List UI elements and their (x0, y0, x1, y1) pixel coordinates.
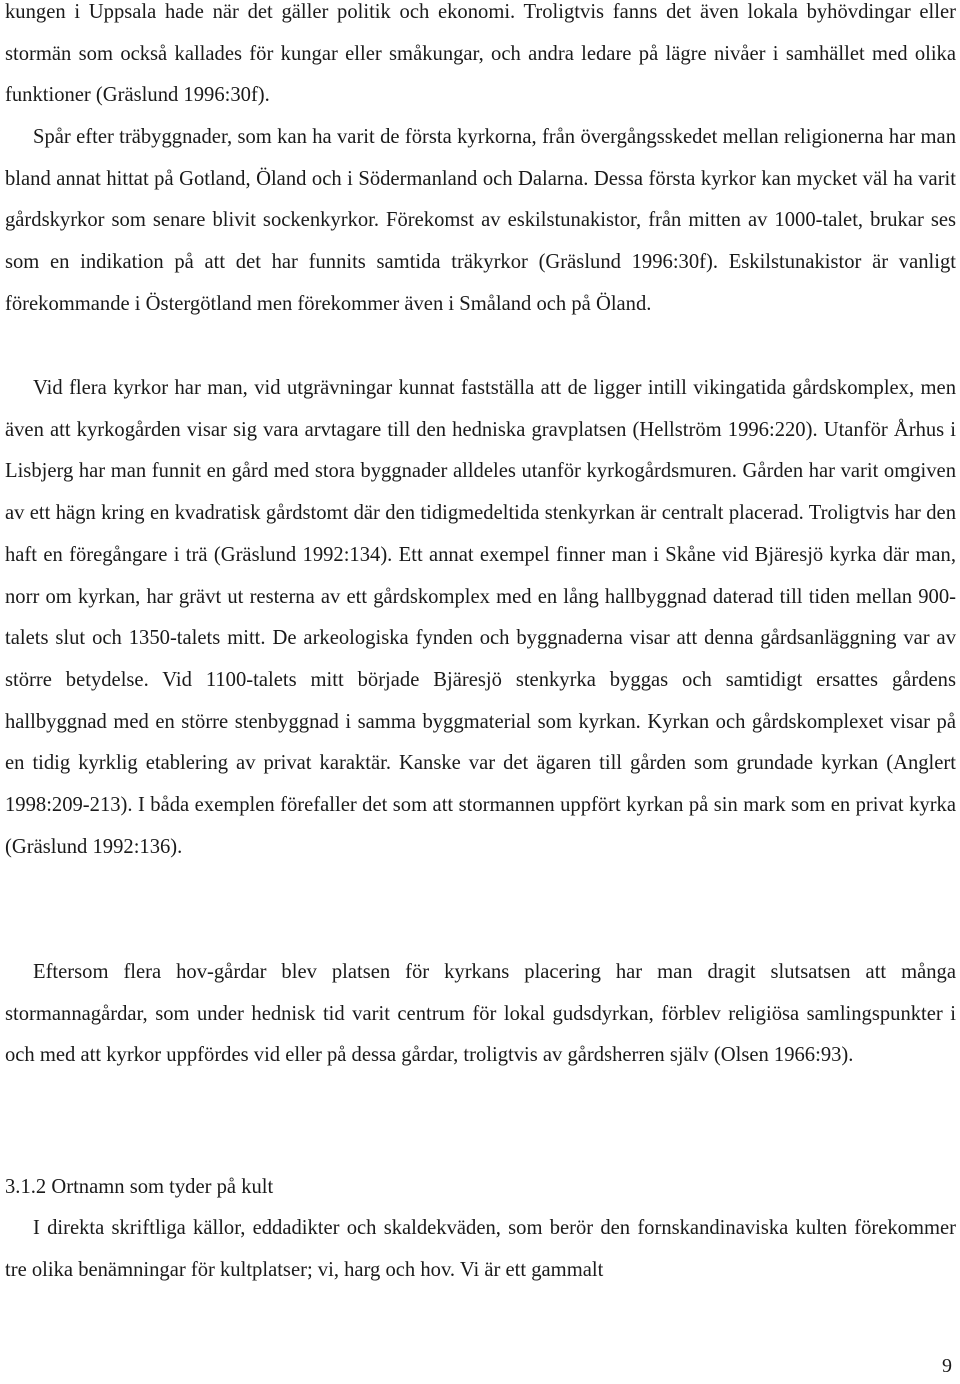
paragraph-text: Spår efter träbyggnader, som kan ha varit de första kyrkorna, från övergångsskedet mellan religionerna har man bland annat hittat på Gotland, Öland och i Södermanland och Dalarna. Dessa första kyrkor kan mycket väl ha varit gårdskyrkor som senare blivit sockenkyrkor. Förekomst av eskilstunakistor, från mitten av 1000-talet, brukar ses som en indikation på att det har funnits samtida träkyrkor (Gräslund 1996:30f). Eskilstunakistor är vanligt förekommande i Östergötland men förekommer även i Småland och på Öland. (5, 126, 956, 315)
paragraph-4 (5, 952, 956, 1077)
paragraph-2 (5, 117, 956, 326)
page-number: 9 (942, 1355, 952, 1377)
section-heading: 3.1.2 Ortnamn som tyder på kult (5, 1176, 274, 1198)
paragraph-text: kungen i Uppsala hade när det gäller politik och ekonomi. Troligtvis fanns det även lokala byhövdingar eller stormän som också kallades för kungar eller småkungar, och andra ledare på lägre nivåer i samhället med olika funktioner (Gräslund 1996:30f). (5, 1, 956, 107)
paragraph-5 (5, 1208, 956, 1291)
paragraph-text: Vid flera kyrkor har man, vid utgrävningar kunnat fastställa att de ligger intill vikingatida gårdskomplex, men även att kyrkogården visar sig vara arvtagare till den hedniska gravplatsen (Hellström 1996:220). Utanför Århus i Lisbjerg har man funnit en gård med stora byggnader alldeles utanför kyrkogårdsmuren. Gården har varit omgiven av ett hägn kring en kvadratisk gårdstomt där den tidigmedeltida stenkyrkan är centralt placerad. Troligtvis har den haft en föregångare i trä (Gräslund 1992:134). Ett annat exempel finner man i Skåne vid Bjäresjö kyrka där man, norr om kyrkan, har grävt ut resterna av ett gårdskomplex med en lång hallbyggnad daterad till tiden mellan 900-talets slut och 1350-talets mitt. De arkeologiska fynden och byggnaderna visar att denna gårdsanläggning var av större betydelse. Vid 1100-talets mitt började Bjäresjö stenkyrka byggas och samtidigt ersattes gårdens hallbyggnad med en större stenbyggnad i samma byggmaterial som kyrkan. Kyrkan och gårdskomplexet visar på en tidig kyrklig etablering av privat karaktär. Kanske var det ägaren till gården som grundade kyrkan (Anglert 1998:209-213). I båda exemplen förefaller det som att stormannen uppfört kyrkan på sin mark som en privat kyrka (Gräslund 1992:136). (5, 377, 956, 858)
paragraph-text: I direkta skriftliga källor, eddadikter och skaldekväden, som berör den fornskandinaviska kulten förekommer tre olika benämningar för kultplatser; vi, harg och hov. Vi är ett gammalt (5, 1217, 956, 1281)
paragraph-3 (5, 368, 956, 868)
paragraph-1 (5, 0, 956, 117)
paragraph-text: Eftersom flera hov-gårdar blev platsen för kyrkans placering har man dragit slutsatsen att många stormannagårdar, som under hednisk tid varit centrum för lokal gudsdyrkan, förblev religiösa samlingspunkter i och med att kyrkor uppfördes vid eller på dessa gårdar, troligtvis av gårdsherren själv (Olsen 1966:93). (5, 961, 956, 1067)
